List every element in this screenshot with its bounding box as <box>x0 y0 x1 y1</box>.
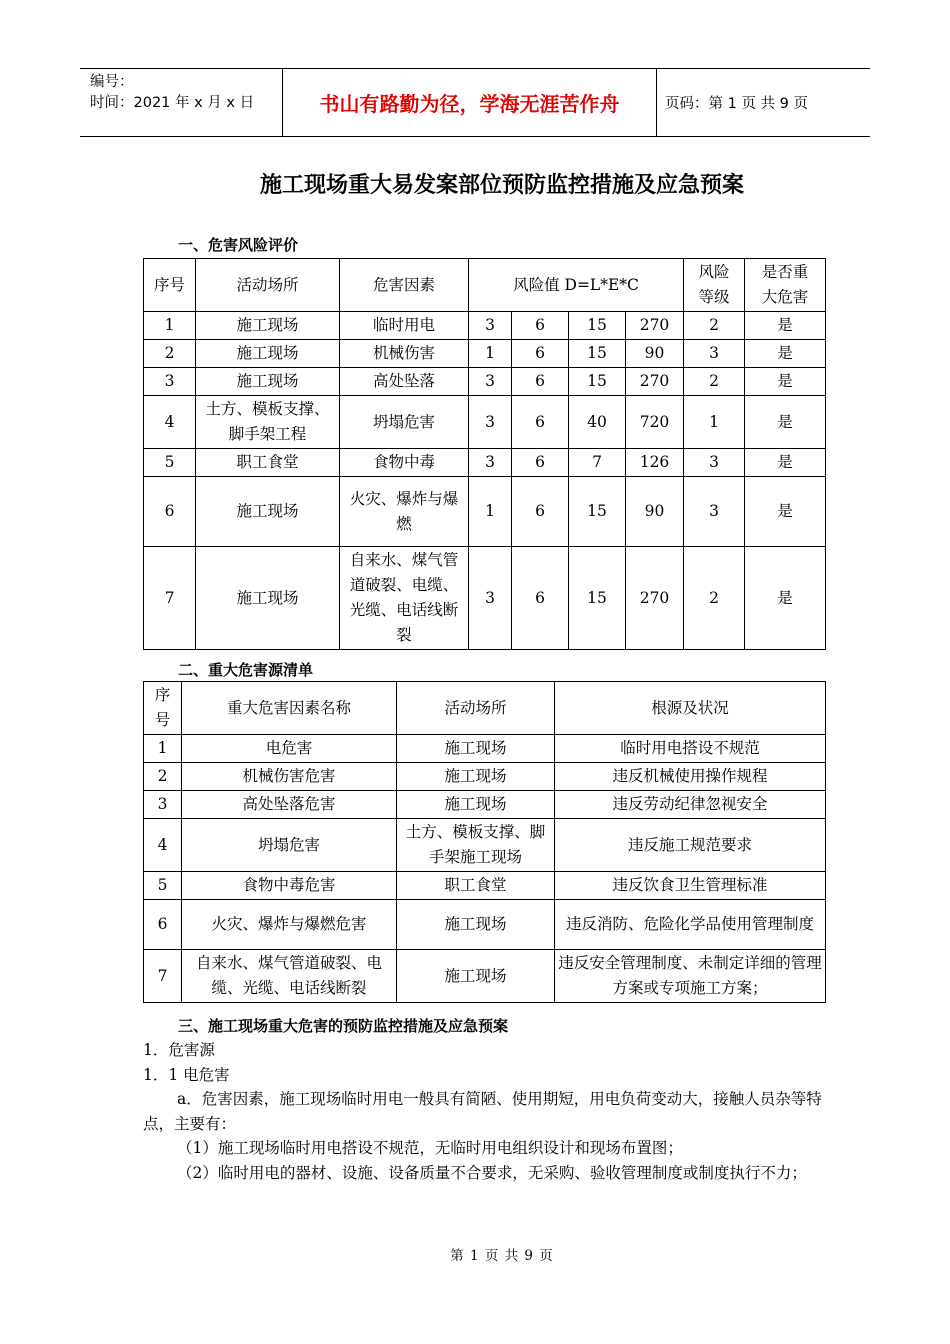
table-row <box>144 396 826 449</box>
table-row <box>144 340 826 368</box>
table-cell: 是 <box>745 368 826 396</box>
table-cell: 土方、模板支撑、脚手架工程 <box>196 396 340 449</box>
table-cell: 食物中毒 <box>340 449 469 477</box>
table-cell: 7 <box>144 950 182 1003</box>
table-cell: 自来水、煤气管道破裂、电缆、光缆、电话线断裂 <box>340 547 469 650</box>
table-cell: 15 <box>569 312 626 340</box>
time-label: 时间：2021 年 x 月 x 日 <box>90 95 255 111</box>
table-cell: 6 <box>144 477 196 547</box>
table-cell: 3 <box>684 449 745 477</box>
col-header: 重大危害因素名称 <box>182 682 397 735</box>
table-row <box>144 735 826 763</box>
col-header: 活动场所 <box>196 259 340 312</box>
table-cell: 违反消防、危险化学品使用管理制度 <box>555 900 826 950</box>
table-row <box>144 547 826 650</box>
table-cell: 2 <box>144 340 196 368</box>
table-cell: 违反安全管理制度、未制定详细的管理方案或专项施工方案； <box>555 950 826 1003</box>
table-cell: 是 <box>745 449 826 477</box>
table-cell: 高处坠落 <box>340 368 469 396</box>
table-cell: 火灾、爆炸与爆燃危害 <box>182 900 397 950</box>
table-cell: 临时用电 <box>340 312 469 340</box>
table-cell: 2 <box>144 763 182 791</box>
document-title: 施工现场重大易发案部位预防监控措施及应急预案 <box>259 173 744 198</box>
table-cell: 126 <box>626 449 684 477</box>
table-cell: 15 <box>569 547 626 650</box>
table-cell: 施工现场 <box>196 547 340 650</box>
paragraph: （1）施工现场临时用电搭设不规范，无临时用电组织设计和现场布置图； <box>177 1139 683 1157</box>
table-cell: 7 <box>569 449 626 477</box>
col-header: 根源及状况 <box>555 682 826 735</box>
table-cell: 高处坠落危害 <box>182 791 397 819</box>
table-cell: 2 <box>684 312 745 340</box>
table-cell: 职工食堂 <box>196 449 340 477</box>
paragraph: 1．危害源 <box>143 1041 215 1059</box>
table-cell: 3 <box>469 368 512 396</box>
table-cell: 施工现场 <box>397 950 555 1003</box>
col-header: 序 号 <box>144 682 182 735</box>
table-cell: 机械伤害 <box>340 340 469 368</box>
table-cell: 是 <box>745 477 826 547</box>
table-cell: 违反劳动纪律忽视安全 <box>555 791 826 819</box>
hazard-source-table <box>143 681 826 1003</box>
table-cell: 3 <box>469 396 512 449</box>
table-cell: 6 <box>512 312 569 340</box>
table-cell: 90 <box>626 340 684 368</box>
table-cell: 违反饮食卫生管理标准 <box>555 872 826 900</box>
col-header: 风险值 D=L*E*C <box>469 259 684 312</box>
table-cell: 3 <box>684 477 745 547</box>
table-cell: 违反机械使用操作规程 <box>555 763 826 791</box>
table-cell: 是 <box>745 396 826 449</box>
page-footer: 第 1 页 共 9 页 <box>450 1248 554 1264</box>
table-cell: 机械伤害危害 <box>182 763 397 791</box>
table-cell: 270 <box>626 368 684 396</box>
table-cell: 3 <box>144 368 196 396</box>
table-cell: 4 <box>144 819 182 872</box>
table-cell: 5 <box>144 872 182 900</box>
col-header: 风险 等级 <box>684 259 745 312</box>
table-row <box>144 763 826 791</box>
table-cell: 2 <box>684 368 745 396</box>
table-cell: 自来水、煤气管道破裂、电缆、光缆、电话线断裂 <box>182 950 397 1003</box>
table-cell: 施工现场 <box>196 312 340 340</box>
table-cell: 施工现场 <box>196 340 340 368</box>
table-cell: 施工现场 <box>397 763 555 791</box>
table-cell: 坍塌危害 <box>182 819 397 872</box>
table-row <box>144 900 826 950</box>
col-header: 活动场所 <box>397 682 555 735</box>
table-cell: 1 <box>144 312 196 340</box>
table-cell: 6 <box>512 340 569 368</box>
table-cell: 6 <box>144 900 182 950</box>
table-row <box>144 368 826 396</box>
motto: 书山有路勤为径，学海无涯苦作舟 <box>282 69 657 136</box>
table-cell: 是 <box>745 547 826 650</box>
paragraph: a．危害因素，施工现场临时用电一般具有简陋、使用期短，用电负荷变动大，接触人员杂等特点，主要有： <box>143 1090 822 1133</box>
table-cell: 90 <box>626 477 684 547</box>
table-cell: 2 <box>684 547 745 650</box>
col-header: 是否重 大危害 <box>745 259 826 312</box>
table-row <box>144 872 826 900</box>
col-header: 危害因素 <box>340 259 469 312</box>
paragraph: （2）临时用电的器材、设施、设备质量不合要求，无采购、验收管理制度或制度执行不力； <box>177 1163 807 1182</box>
table-cell: 职工食堂 <box>397 872 555 900</box>
table-cell: 6 <box>512 477 569 547</box>
table-cell: 15 <box>569 368 626 396</box>
table-row <box>144 950 826 1003</box>
table-cell: 3 <box>684 340 745 368</box>
table-cell: 4 <box>144 396 196 449</box>
table-row <box>144 449 826 477</box>
table-cell: 6 <box>512 396 569 449</box>
table-cell: 1 <box>469 340 512 368</box>
risk-evaluation-table <box>143 258 826 650</box>
table-cell: 3 <box>469 449 512 477</box>
table-cell: 15 <box>569 340 626 368</box>
header-meta <box>90 72 280 114</box>
table-cell: 火灾、爆炸与爆燃 <box>340 477 469 547</box>
table-cell: 施工现场 <box>397 735 555 763</box>
table-cell: 3 <box>469 312 512 340</box>
table-cell: 6 <box>512 547 569 650</box>
table-cell: 3 <box>144 791 182 819</box>
number-label: 编号： <box>90 74 134 90</box>
table-cell: 坍塌危害 <box>340 396 469 449</box>
table-cell: 1 <box>144 735 182 763</box>
table-cell: 施工现场 <box>397 900 555 950</box>
table-row <box>144 477 826 547</box>
table-cell: 40 <box>569 396 626 449</box>
table-cell: 7 <box>144 547 196 650</box>
table-cell: 3 <box>469 547 512 650</box>
table-cell: 6 <box>512 368 569 396</box>
table-cell: 15 <box>569 477 626 547</box>
table-row <box>144 791 826 819</box>
table-cell: 临时用电搭设不规范 <box>555 735 826 763</box>
table-cell: 6 <box>512 449 569 477</box>
table-cell: 270 <box>626 547 684 650</box>
page-code: 页码：第 1 页 共 9 页 <box>665 96 808 112</box>
table-cell: 720 <box>626 396 684 449</box>
table-cell: 270 <box>626 312 684 340</box>
table-cell: 1 <box>469 477 512 547</box>
table-cell: 是 <box>745 312 826 340</box>
table-row <box>144 819 826 872</box>
table-cell: 违反施工规范要求 <box>555 819 826 872</box>
section-heading-measures: 三、施工现场重大危害的预防监控措施及应急预案 <box>178 1017 509 1035</box>
page-header <box>80 68 870 137</box>
table-cell: 5 <box>144 449 196 477</box>
section-heading-risk: 一、危害风险评价 <box>178 236 299 254</box>
table-cell: 土方、模板支撑、脚手架施工现场 <box>397 819 555 872</box>
table-row <box>144 312 826 340</box>
table-cell: 是 <box>745 340 826 368</box>
table-cell: 电危害 <box>182 735 397 763</box>
col-header: 序号 <box>144 259 196 312</box>
table-cell: 食物中毒危害 <box>182 872 397 900</box>
body-text <box>143 1038 825 1185</box>
table-cell: 施工现场 <box>196 477 340 547</box>
table-cell: 施工现场 <box>397 791 555 819</box>
table-cell: 施工现场 <box>196 368 340 396</box>
section-heading-hazard-list: 二、重大危害源清单 <box>178 661 314 679</box>
paragraph: 1．1 电危害 <box>143 1065 230 1084</box>
table-cell: 1 <box>684 396 745 449</box>
